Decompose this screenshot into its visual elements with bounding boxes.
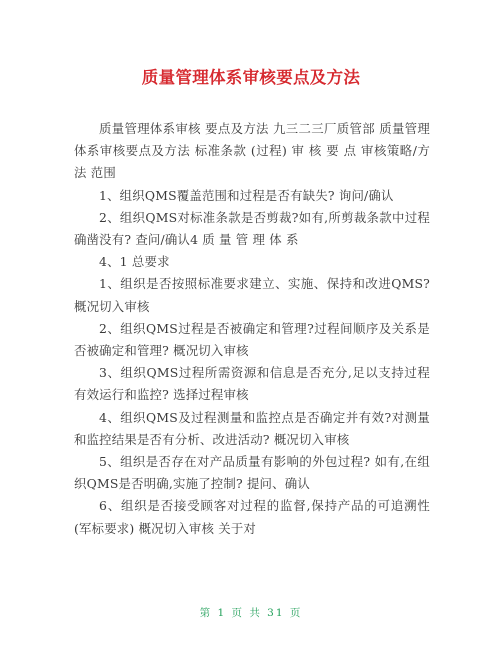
paragraph-item: 4、组织QMS及过程测量和监控点是否确定并有效?对测量和监控结果是否有分析、改进活动? 概况切入审核 — [74, 409, 430, 447]
page-number-footer: 第 1 页 共 31 页 — [199, 607, 303, 619]
paragraph-item: 1、组织QMS覆盖范围和过程是否有缺失? 询问/确认 — [99, 187, 394, 203]
document-body — [74, 118, 430, 540]
paragraph-item: 5、组织是否存在对产品质量有影响的外包过程? 如有,在组织QMS是否明确,实施了控制? 提问、确认 — [74, 454, 430, 492]
paragraph-item: 6、组织是否接受顾客对过程的监督,保持产品的可追溯性(军标要求) 概况切入审核 关于对 — [74, 498, 430, 536]
section-heading: 4、1 总要求 — [99, 254, 170, 270]
paragraph-item: 1、组织是否按照标准要求建立、实施、保持和改进QMS? 概况切入审核 — [74, 276, 430, 314]
paragraph-item: 2、组织QMS过程是否被确定和管理?过程间顺序及关系是否被确定和管理? 概况切入审核 — [74, 320, 430, 359]
paragraph-item: 3、组织QMS过程所需资源和信息是否充分,足以支持过程有效运行和监控? 选择过程审核 — [74, 365, 430, 403]
document-title: 质量管理体系审核要点及方法 — [141, 68, 361, 87]
paragraph-item: 2、组织QMS对标准条款是否剪裁?如有,所剪裁条款中过程确凿没有? 查问/确认4 质 量 管 理 体 系 — [74, 209, 430, 248]
paragraph-intro: 质量管理体系审核 要点及方法 九三二三厂质管部 质量管理体系审核要点及方法 标准条款 (过程) 审 核 要 点 审核策略/方法 范围 — [74, 121, 430, 181]
